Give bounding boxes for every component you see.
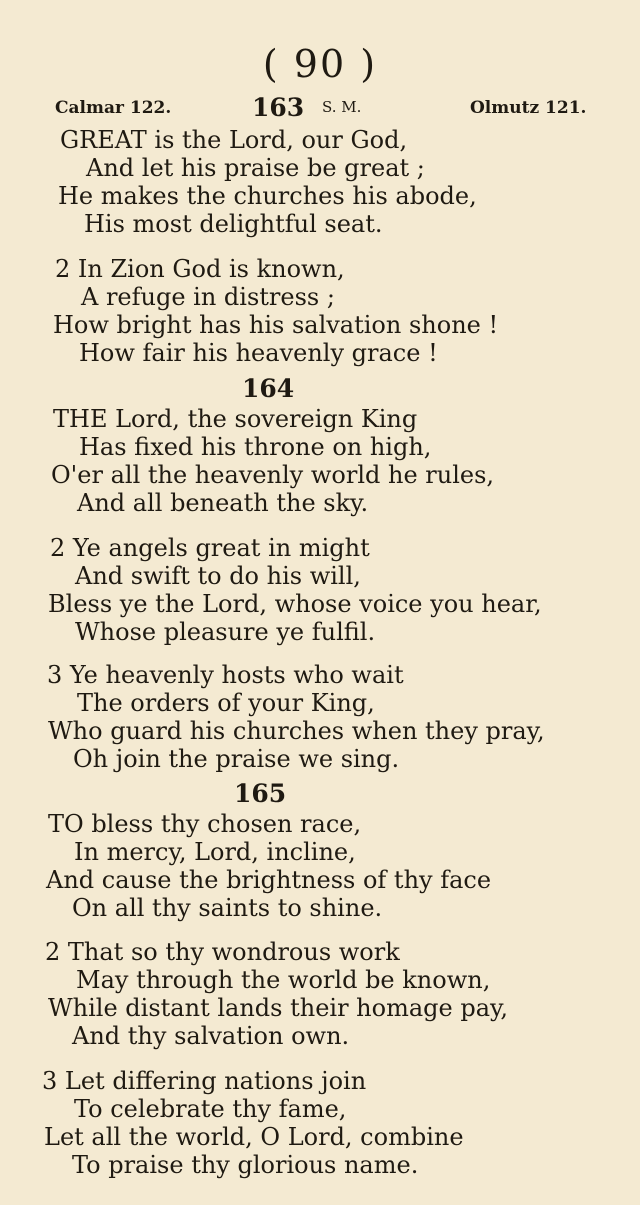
verse-line: And swift to do his will, — [75, 562, 361, 590]
verse-line: 2 In Zion God is known, — [55, 255, 345, 283]
verse-line: And cause the brightness of thy face — [46, 866, 492, 894]
hymn-number-163: 163 — [252, 93, 305, 122]
verse-line: How fair his heavenly grace ! — [79, 339, 438, 367]
verse-line: Whose pleasure ye fulfil. — [75, 618, 376, 646]
verse-line: Oh join the praise we sing. — [73, 745, 400, 773]
verse-line: The orders of your King, — [77, 689, 375, 717]
verse-line: THE Lord, the sovereign King — [53, 405, 418, 433]
verse-line: And thy salvation own. — [72, 1022, 350, 1050]
verse-line: 2 That so thy wondrous work — [45, 938, 400, 966]
verse-line: To celebrate thy fame, — [74, 1095, 347, 1123]
tune-name-left: Calmar 122. — [55, 98, 172, 118]
verse-line: Let all the world, O Lord, combine — [44, 1123, 464, 1151]
hymn-meter: S. M. — [322, 98, 362, 116]
verse-line: 2 Ye angels great in might — [50, 534, 370, 562]
verse-line: And all beneath the sky. — [77, 489, 369, 517]
verse-line: GREAT is the Lord, our God, — [60, 126, 408, 154]
verse-line: Has fixed his throne on high, — [79, 433, 432, 461]
verse-line: Bless ye the Lord, whose voice you hear, — [48, 590, 542, 618]
verse-line: A refuge in distress ; — [81, 283, 335, 311]
tune-name-right: Olmutz 121. — [470, 98, 587, 118]
verse-line: 3 Ye heavenly hosts who wait — [47, 661, 404, 689]
verse-line: To praise thy glorious name. — [72, 1151, 419, 1179]
verse-line: TO bless thy chosen race, — [48, 810, 362, 838]
verse-line: His most delightful seat. — [84, 210, 383, 238]
verse-line: May through the world be known, — [76, 966, 491, 994]
verse-line: In mercy, Lord, incline, — [74, 838, 356, 866]
hymn-number-165: 165 — [234, 779, 287, 808]
verse-line: He makes the churches his abode, — [58, 182, 477, 210]
hymn-number-164: 164 — [242, 374, 295, 403]
verse-line: Who guard his churches when they pray, — [48, 717, 545, 745]
page-number: ( 90 ) — [262, 42, 378, 86]
verse-line: O'er all the heavenly world he rules, — [51, 461, 495, 489]
verse-line: 3 Let differing nations join — [42, 1067, 367, 1095]
verse-line: On all thy saints to shine. — [72, 894, 383, 922]
verse-line: And let his praise be great ; — [86, 154, 425, 182]
verse-line: While distant lands their homage pay, — [48, 994, 509, 1022]
verse-line: How bright has his salvation shone ! — [53, 311, 499, 339]
